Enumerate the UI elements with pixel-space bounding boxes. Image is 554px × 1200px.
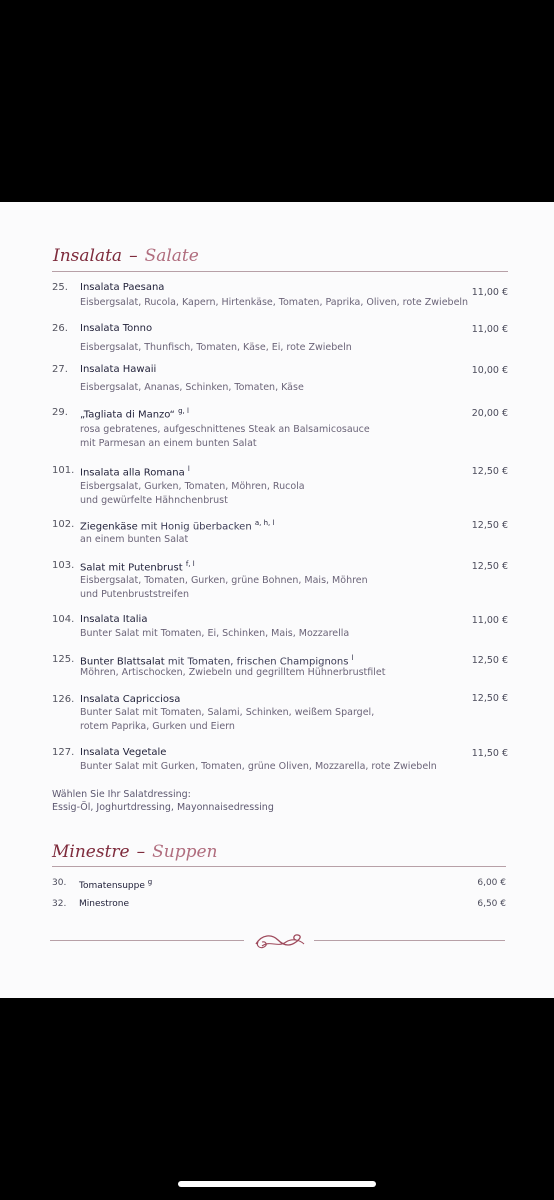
soups-section-title: Minestre – Suppen (52, 842, 218, 862)
item-price: 6,50 € (477, 899, 506, 909)
item-price: 12,50 € (471, 520, 508, 531)
item-price: 12,50 € (471, 693, 508, 704)
footer-rule-right (314, 940, 505, 941)
item-name: Minestrone (79, 899, 129, 909)
item-number: 104. (52, 614, 75, 625)
item-number: 103. (52, 560, 75, 571)
allergen-codes: l (187, 465, 190, 473)
allergen-codes: l (351, 654, 354, 662)
item-name: Insalata Capricciosa (80, 694, 181, 705)
item-name: „Tagliata di Manzo“ $^{g, l}$ (80, 407, 189, 421)
item-number: 126. (52, 694, 75, 705)
item-name: Insalata Italia (80, 614, 148, 625)
item-price: 20,00 € (471, 408, 508, 419)
item-number: 102. (52, 519, 75, 530)
menu-page (0, 202, 554, 998)
item-price: 11,00 € (471, 324, 508, 335)
item-name: Salat mit Putenbrust $^{f, l}$ (80, 560, 195, 574)
footer-rule-left (50, 940, 244, 941)
allergen-codes: f, l (185, 560, 195, 568)
allergen-codes: g, l (178, 407, 189, 415)
soups-title-rule (52, 866, 506, 867)
soups-title-italian: Minestre (52, 842, 130, 862)
dressing-note (52, 788, 274, 814)
item-description: Eisbergsalat, Gurken, Tomaten, Möhren, Rucola und gewürfelte Hähnchenbrust (80, 481, 305, 506)
item-description: Eisbergsalat, Ananas, Schinken, Tomaten, Käse (80, 382, 304, 393)
item-price: 11,50 € (471, 748, 508, 759)
item-name: Insalata Paesana (80, 282, 165, 293)
item-description: Eisbergsalat, Thunfisch, Tomaten, Käse, Ei, rote Zwiebeln (80, 342, 352, 353)
item-name: Insalata Vegetale (80, 747, 167, 758)
item-price: 11,00 € (471, 615, 508, 626)
item-name: Insalata alla Romana $^l$ (80, 465, 190, 479)
home-indicator[interactable] (178, 1181, 376, 1187)
item-description: Eisbergsalat, Tomaten, Gurken, grüne Bohnen, Mais, Möhren und Putenbruststreifen (80, 575, 368, 600)
item-description: an einem bunten Salat (80, 534, 189, 545)
dressing-heading: Wählen Sie Ihr Salatdressing: (52, 789, 191, 800)
item-description: Möhren, Artischocken, Zwiebeln und gegrilltem Hühnerbrustfilet (80, 667, 386, 678)
item-number: 127. (52, 747, 75, 758)
item-name: Tomatensuppe $^g$ (79, 878, 153, 891)
salads-title-rule (52, 271, 508, 272)
item-price: 11,00 € (471, 287, 508, 298)
soups-title-german: Suppen (152, 842, 218, 862)
item-price: 12,50 € (471, 561, 508, 572)
item-number: 26. (52, 323, 68, 334)
item-number: 29. (52, 407, 68, 418)
salads-section-title: Insalata – Salate (53, 246, 199, 266)
item-number: 32. (52, 899, 67, 909)
dressing-options: Essig-Öl, Joghurtdressing, Mayonnaisedressing (52, 802, 274, 813)
item-price: 6,00 € (477, 878, 506, 888)
item-price: 12,50 € (471, 655, 508, 666)
item-name: Bunter Blattsalat mit Tomaten, frischen Champignons $^l$ (80, 654, 354, 668)
item-number: 125. (52, 654, 75, 665)
item-name: Ziegenkäse mit Honig überbacken $^{a, h, l}$ (80, 519, 275, 533)
item-description: Bunter Salat mit Gurken, Tomaten, grüne Oliven, Mozzarella, rote Zwiebeln (80, 761, 437, 772)
item-description: Bunter Salat mit Tomaten, Salami, Schinken, weißem Spargel, rotem Paprika, Gurken und Eiern (80, 707, 375, 732)
item-number: 25. (52, 282, 68, 293)
item-description: Bunter Salat mit Tomaten, Ei, Schinken, Mais, Mozzarella (80, 628, 350, 639)
item-name: Insalata Hawaii (80, 364, 157, 375)
flourish-ornament-icon (252, 930, 308, 952)
item-number: 30. (52, 878, 67, 888)
item-price: 10,00 € (471, 365, 508, 376)
item-price: 12,50 € (471, 466, 508, 477)
item-name: Insalata Tonno (80, 323, 153, 334)
salads-title-italian: Insalata (53, 246, 123, 266)
item-description: Eisbergsalat, Rucola, Kapern, Hirtenkäse, Tomaten, Paprika, Oliven, rote Zwiebeln (80, 297, 469, 308)
item-number: 27. (52, 364, 68, 375)
allergen-codes: g (147, 878, 153, 886)
item-number: 101. (52, 465, 75, 476)
salads-title-german: Salate (144, 246, 199, 266)
allergen-codes: a, h, l (254, 519, 275, 527)
item-description: rosa gebratenes, aufgeschnittenes Steak an Balsamicosauce mit Parmesan an einem bunten Salat (80, 424, 370, 449)
